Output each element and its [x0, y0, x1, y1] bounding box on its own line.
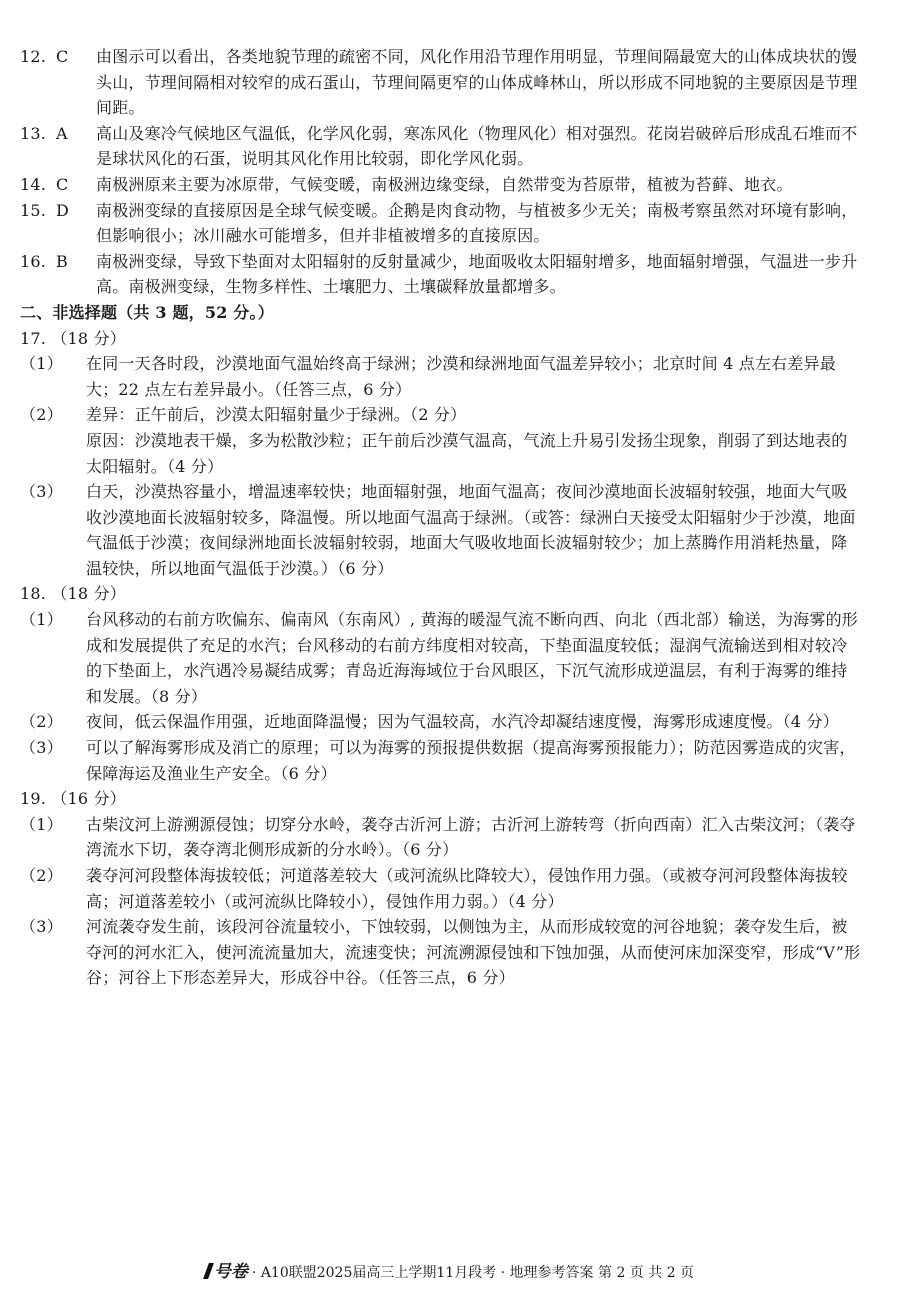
part-text: 古柴汶河上游溯源侵蚀；切穿分水岭，袭夺古沂河上游；古沂河上游转弯（折向西南）汇入古柴汶河；（袭夺湾流水下切，袭夺湾北侧形成新的分水岭）。（6 分）: [86, 814, 856, 860]
explanation-text: 南极洲原来主要为冰原带，气候变暖，南极洲边缘变绿，自然带变为苔原带，植被为苔藓、地衣。: [96, 174, 793, 194]
answer-letter: D: [56, 200, 70, 220]
part-label: （3）: [20, 738, 63, 758]
question-number: 16.: [20, 251, 47, 271]
question-number: 12.: [20, 47, 47, 66]
answer-letter: C: [56, 174, 69, 194]
question-number: 15.: [20, 200, 47, 220]
q18-part-2: [20, 709, 862, 735]
footer-text: · A10联盟2025届高三上学期11月段考 · 地理参考答案 第 2 页 共 2 页: [251, 1265, 695, 1281]
answer-item-15: [20, 198, 862, 249]
pen-logo-icon: [203, 1263, 214, 1279]
q17-part-2: [20, 402, 862, 479]
q17-part-1: [20, 351, 862, 402]
part-label: （3）: [20, 917, 63, 937]
part-text: 在同一天各时段，沙漠地面气温始终高于绿洲；沙漠和绿洲地面气温差异较小；北京时间 4 点左右差异最大；22 点左右差异最小。（任答三点，6 分）: [86, 354, 836, 399]
part-label: （2）: [20, 712, 63, 732]
explanation-text: 南极洲变绿的直接原因是全球气候变暖。企鹅是肉食动物，与植被多少无关；南极考察虽然对环境有影响，但影响很小；冰川融水可能增多，但并非植被增多的直接原因。: [96, 200, 858, 246]
question-18-heading: 18. （18 分）: [20, 584, 126, 604]
part-text: 差异：正午前后，沙漠太阳辐射量少于绿洲。（2 分）: [86, 405, 467, 425]
page-footer: [0, 1262, 900, 1283]
part-label: （3）: [20, 482, 63, 502]
q19-part-2: [20, 863, 862, 914]
part-label: （1）: [20, 610, 63, 630]
answer-item-16: [20, 249, 862, 300]
question-17-heading: 17. （18 分）: [20, 328, 126, 348]
q19-part-3: [20, 914, 862, 991]
section-heading: 二、非选择题（共 3 题，52 分。）: [20, 302, 274, 322]
part-text: 袭夺河河段整体海拔较低；河道落差较大（或河流纵比降较大），侵蚀作用力强。（或被夺河河段整体海拔较高；河道落差较小（或河流纵比降较小），侵蚀作用力弱。）（4 分）: [86, 866, 848, 911]
part-label: （1）: [20, 814, 63, 834]
question-number: 13.: [20, 123, 47, 143]
question-number: 14.: [20, 174, 47, 194]
part-text-continued: 原因：沙漠地表干燥，多为松散沙粒；正午前后沙漠气温高，气流上升易引发扬尘现象，削弱了到达地表的太阳辐射。（4 分）: [86, 430, 848, 476]
answer-item-12: [20, 44, 862, 121]
answer-letter: B: [56, 251, 68, 271]
q18-part-3: [20, 735, 862, 786]
answer-content: [20, 44, 862, 991]
q18-part-1: [20, 607, 862, 709]
part-text: 白天，沙漠热容量小，增温速率较快；地面辐射强，地面气温高；夜间沙漠地面长波辐射较强，地面大气吸收沙漠地面长波辐射较多，降温慢。所以地面气温高于绿洲。（或答：绿洲白天接受太阳辐射少于沙漠，地面气温低于沙漠；夜间绿洲地面长波辐射较弱，地面大气吸收地面长波辐射较少；加上蒸腾作用消耗热量，降温较快，所以地面气温低于沙漠。）（6 分）: [86, 482, 856, 578]
part-text: 可以了解海雾形成及消亡的原理；可以为海雾的预报提供数据（提高海雾预报能力）；防范因雾造成的灾害，保障海运及渔业生产安全。（6 分）: [86, 738, 856, 783]
part-text: 河流袭夺发生前，该段河谷流量较小，下蚀较弱，以侧蚀为主，从而形成较宽的河谷地貌；袭夺发生后，被夺河的河水汇入，使河流流量加大，流速变快；河流溯源侵蚀和下蚀加强，从而使河床加深变窄，形成“V”形谷；河谷上下形态差异大，形成谷中谷。（任答三点，6 分）: [86, 917, 861, 988]
explanation-text: 高山及寒冷气候地区气温低，化学风化弱，寒冻风化（物理风化）相对强烈。花岗岩破碎后形成乱石堆而不是球状风化的石蛋，说明其风化作用比较弱，即化学风化弱。: [96, 123, 858, 169]
explanation-text: 南极洲变绿，导致下垫面对太阳辐射的反射量减少，地面吸收太阳辐射增多，地面辐射增强，气温进一步升高。南极洲变绿，生物多样性、土壤肥力、土壤碳释放量都增多。: [96, 251, 858, 297]
q17-part-3: [20, 479, 862, 581]
part-label: （1）: [20, 354, 63, 374]
question-19-heading: 19. （16 分）: [20, 789, 126, 809]
part-text: 夜间，低云保温作用强，近地面降温慢；因为气温较高，水汽冷却凝结速度慢，海雾形成速度慢。（4 分）: [86, 712, 839, 732]
answer-item-14: [20, 172, 862, 198]
answer-letter: C: [56, 47, 69, 66]
brand-logo: 号卷: [213, 1262, 248, 1282]
answer-letter: A: [56, 123, 68, 143]
explanation-text: 由图示可以看出，各类地貌节理的疏密不同，风化作用沿节理作用明显，节理间隔最宽大的山体成块状的馒头山，节理间隔相对较窄的成石蛋山，节理间隔更窄的山体成峰林山，所以形成不同地貌的主要原因是节理间距。: [96, 47, 858, 118]
part-text: 台风移动的右前方吹偏东、偏南风（东南风）, 黄海的暖湿气流不断向西、向北（西北部）输送，为海雾的形成和发展提供了充足的水汽；台风移动的右前方纬度相对较高，下垫面温度较低；湿润气流输送到相对较冷的下垫面上，水汽遇冷易凝结成雾；青岛近海海域位于台风眼区，下沉气流形成逆温层，有利于海雾的维持和发展。（8 分）: [86, 610, 858, 706]
answer-item-13: [20, 121, 862, 172]
q19-part-1: [20, 812, 862, 863]
part-label: （2）: [20, 405, 63, 425]
part-label: （2）: [20, 866, 63, 885]
